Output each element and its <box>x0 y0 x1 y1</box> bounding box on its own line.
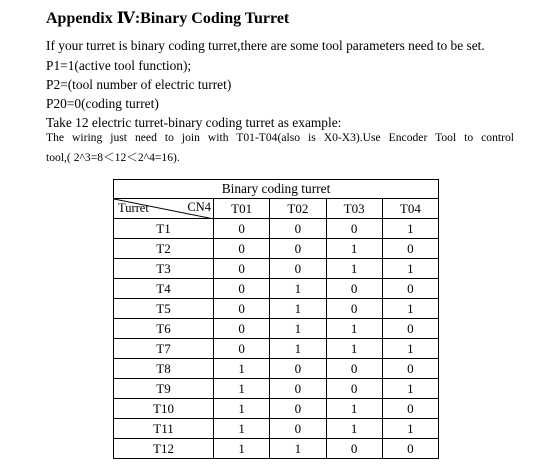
table-row <box>114 359 439 379</box>
table-row <box>114 339 439 359</box>
bit-cell: 0 <box>214 339 270 359</box>
column-header: T04 <box>382 199 438 219</box>
bit-cell: 1 <box>326 239 382 259</box>
bit-cell: 0 <box>270 399 326 419</box>
bit-cell: 1 <box>326 259 382 279</box>
bit-cell: 0 <box>214 319 270 339</box>
wiring-note-line: The wiring just need to join with T01-T04(also is X0-X3).Use Encoder Tool to control <box>46 131 514 144</box>
bit-cell: 1 <box>382 419 438 439</box>
bit-cell: 1 <box>326 339 382 359</box>
param-p20-line: P20=0(coding turret) <box>46 96 159 111</box>
table-row <box>114 259 439 279</box>
bit-cell: 1 <box>382 379 438 399</box>
column-header: T02 <box>270 199 326 219</box>
bit-cell: 0 <box>382 439 438 459</box>
bit-cell: 0 <box>326 279 382 299</box>
bit-cell: 1 <box>382 219 438 239</box>
bit-cell: 0 <box>270 359 326 379</box>
column-header: T01 <box>214 199 270 219</box>
bit-cell: 1 <box>270 319 326 339</box>
corner-label-cn4: CN4 <box>187 200 211 214</box>
bit-cell: 1 <box>214 419 270 439</box>
bit-cell: 0 <box>270 379 326 399</box>
bit-cell: 0 <box>382 279 438 299</box>
tool-number-cell: T8 <box>114 359 214 379</box>
tool-number-cell: T2 <box>114 239 214 259</box>
tool-number-cell: T10 <box>114 399 214 419</box>
bit-cell: 0 <box>326 299 382 319</box>
tool-number-cell: T1 <box>114 219 214 239</box>
bit-cell: 0 <box>270 419 326 439</box>
example-intro-line: Take 12 electric turret-binary coding turret as example: <box>46 115 342 130</box>
table-row <box>114 219 439 239</box>
table-row <box>114 279 439 299</box>
bit-cell: 1 <box>214 379 270 399</box>
bit-cell: 0 <box>326 379 382 399</box>
column-header: T03 <box>326 199 382 219</box>
bit-cell: 1 <box>326 319 382 339</box>
intro-line: If your turret is binary coding turret,there are some tool parameters need to be set. <box>46 38 485 53</box>
tool-number-cell: T6 <box>114 319 214 339</box>
param-p1-line: P1=1(active tool function); <box>46 58 192 73</box>
tool-number-cell: T11 <box>114 419 214 439</box>
table-row <box>114 399 439 419</box>
bit-cell: 1 <box>326 419 382 439</box>
corner-label-turret: Turret <box>118 201 149 215</box>
table-body <box>114 219 439 459</box>
bit-cell: 0 <box>214 299 270 319</box>
table-row <box>114 299 439 319</box>
bit-cell: 0 <box>214 279 270 299</box>
wiring-note-formula: tool,( 2^3=8＜12＜2^4=16). <box>46 151 180 164</box>
bit-cell: 0 <box>382 319 438 339</box>
bit-cell: 0 <box>214 239 270 259</box>
tool-number-cell: T7 <box>114 339 214 359</box>
param-p2-line: P2=(tool number of electric turret) <box>46 77 232 92</box>
bit-cell: 1 <box>214 399 270 419</box>
bit-cell: 0 <box>382 399 438 419</box>
bit-cell: 0 <box>270 219 326 239</box>
bit-cell: 0 <box>214 259 270 279</box>
table-row <box>114 419 439 439</box>
bit-cell: 0 <box>270 239 326 259</box>
bit-cell: 0 <box>214 219 270 239</box>
tool-number-cell: T3 <box>114 259 214 279</box>
bit-cell: 0 <box>382 359 438 379</box>
bit-cell: 1 <box>382 299 438 319</box>
table-row <box>114 379 439 399</box>
bit-cell: 0 <box>326 439 382 459</box>
bit-cell: 0 <box>326 219 382 239</box>
bit-cell: 0 <box>270 259 326 279</box>
bit-cell: 0 <box>326 359 382 379</box>
table-row <box>114 239 439 259</box>
bit-cell: 1 <box>382 339 438 359</box>
bit-cell: 1 <box>270 279 326 299</box>
binary-coding-table <box>113 179 439 459</box>
table-corner-header <box>114 199 214 219</box>
table-row <box>114 319 439 339</box>
bit-cell: 1 <box>214 359 270 379</box>
bit-cell: 1 <box>382 259 438 279</box>
bit-cell: 0 <box>382 239 438 259</box>
bit-cell: 1 <box>270 339 326 359</box>
tool-number-cell: T12 <box>114 439 214 459</box>
bit-cell: 1 <box>270 439 326 459</box>
table-caption: Binary coding turret <box>114 180 439 199</box>
tool-number-cell: T9 <box>114 379 214 399</box>
tool-number-cell: T5 <box>114 299 214 319</box>
appendix-heading: Appendix Ⅳ:Binary Coding Turret <box>46 10 290 27</box>
tool-number-cell: T4 <box>114 279 214 299</box>
table-row <box>114 439 439 459</box>
bit-cell: 1 <box>326 399 382 419</box>
bit-cell: 1 <box>270 299 326 319</box>
bit-cell: 1 <box>214 439 270 459</box>
